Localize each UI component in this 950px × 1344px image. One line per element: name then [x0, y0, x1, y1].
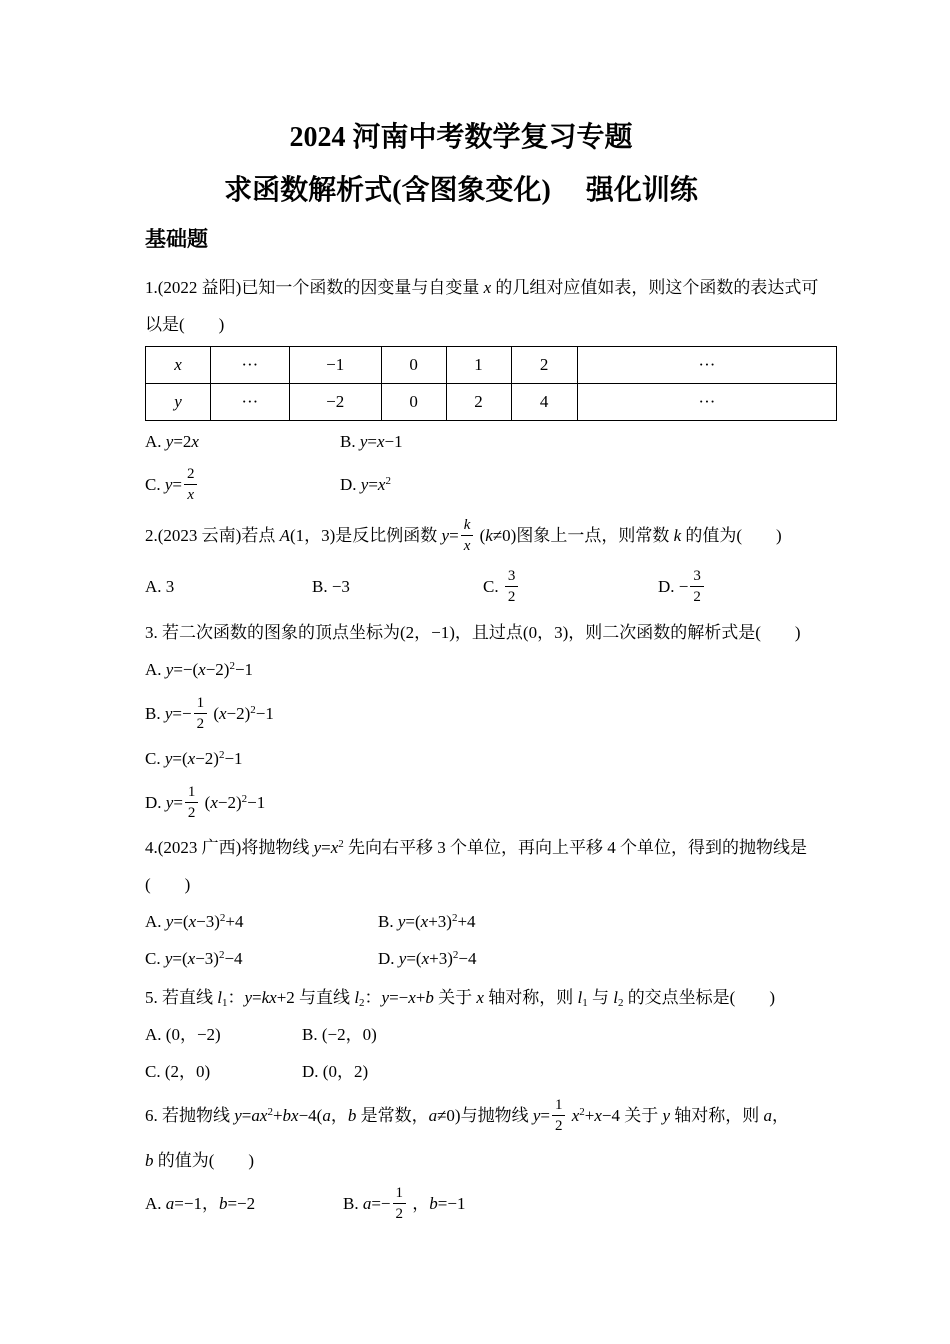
- table-cell-x-value-2: 0: [381, 347, 446, 384]
- table-cell-x-value-4: 2: [511, 347, 577, 384]
- table-cell-x-value-1: −1: [289, 347, 381, 384]
- question-5-option-d: D. (0，2): [302, 1062, 369, 1081]
- question-1-option-c: C. y= $\frac{2}{x}$: [145, 460, 340, 510]
- table-cell-y-ellipsis-left: ···: [210, 384, 289, 421]
- question-1-option-d: D. $y=x^2$: [340, 474, 391, 494]
- question-4-options-row-1: [145, 903, 837, 940]
- question-4-option-b: B. $y=(x+3)^2+4$: [378, 911, 476, 931]
- table-row-x: [146, 347, 837, 384]
- question-1-option-a: A. y=2x: [145, 432, 199, 451]
- question-4-option-d: D. $y=(x+3)^2-4$: [378, 948, 477, 968]
- question-5-options-row-2: [145, 1053, 837, 1090]
- question-4-stem-line-2: ( ): [145, 875, 191, 894]
- table-cell-x-value-3: 1: [446, 347, 511, 384]
- question-6-option-a: A. a=−1，b=−2: [145, 1194, 256, 1213]
- table-cell-y-ellipsis-right: ···: [577, 384, 836, 421]
- question-6-option-b: B. a=− $\frac{1}{2}$ ，b=−1: [343, 1184, 466, 1222]
- table-cell-y-value-4: 4: [511, 384, 577, 421]
- question-2-option-c: C. $\frac{3}{2}$: [483, 562, 658, 612]
- question-5-options-row-1: [145, 1016, 837, 1053]
- table-cell-y-value-3: 2: [446, 384, 511, 421]
- question-4-stem-line-1: 4.(2023 广西)将抛物线 $y=x^2$ 先向右平移 3 个单位，再向上平移 4 个单位，得到的抛物线是: [145, 837, 808, 857]
- table-cell-y-value-2: 0: [381, 384, 446, 421]
- question-3-option-a: A. $y=-(x-2)^2-1$: [145, 659, 254, 679]
- question-3-option-c: C. $y=(x-2)^2-1$: [145, 748, 243, 768]
- question-5-option-a: A. (0，−2): [145, 1025, 221, 1044]
- question-3-stem: 3. 若二次函数的图象的顶点坐标为(2，−1)，且过点(0，3)，则二次函数的解析式是( ): [145, 623, 801, 642]
- question-4-options-row-2: [145, 940, 837, 977]
- question-6-options-row: [145, 1179, 837, 1229]
- question-2-option-a: A. 3: [145, 577, 175, 596]
- question-2-option-d: D. − $\frac{3}{2}$: [658, 562, 706, 612]
- page-title: 2024 河南中考数学复习专题: [289, 122, 633, 153]
- question-5-option-b: B. (−2，0): [302, 1025, 377, 1044]
- page-subtitle: 求函数解析式(含图象变化) 强化训练: [224, 175, 698, 206]
- table-cell-y-value-1: −2: [289, 384, 381, 421]
- question-6-stem-line-2: b 的值为( ): [145, 1151, 255, 1170]
- section-heading-basic: 基础题: [145, 228, 208, 251]
- question-1-value-table: [145, 346, 837, 421]
- title-block: [115, 118, 807, 211]
- question-2-options-row: [145, 562, 837, 612]
- question-2-option-b: B. −3: [312, 577, 350, 596]
- question-6-stem-line-1: 6. 若抛物线 $y=ax^2+bx-4(a$，b 是常数，a≠0)与抛物线 y= $\frac{1}{2}$ $x^2+x-4$ 关于 y 轴对称，则 a，: [145, 1096, 790, 1134]
- table-cell-x-ellipsis-right: ···: [577, 347, 836, 384]
- question-3-option-d: D. y= $\frac{1}{2}$ $(x-2)^2-1$: [145, 783, 266, 821]
- question-1-stem-line-2: 以是( ): [145, 315, 225, 334]
- question-5-option-c: C. (2，0): [145, 1062, 211, 1081]
- question-1-options-row-1: [145, 423, 837, 460]
- question-1-options-row-2: [145, 460, 837, 510]
- table-row-y: [146, 384, 837, 421]
- question-1-stem-line-1: 1.(2022 益阳)已知一个函数的因变量与自变量 x 的几组对应值如表，则这个函数的表达式可: [145, 278, 819, 297]
- table-cell-x-label: x: [146, 347, 211, 384]
- question-4-option-a: A. $y=(x-3)^2+4$: [145, 911, 244, 931]
- question-5-stem: 5. 若直线 $l_1$：y=kx+2 与直线 $l_2$：y=−x+b 关于 x 轴对称，则 $l_1$ 与 $l_2$ 的交点坐标是( ): [145, 988, 776, 1009]
- table-cell-y-label: y: [146, 384, 211, 421]
- table-cell-x-ellipsis-left: ···: [210, 347, 289, 384]
- question-2-stem: 2.(2023 云南)若点 A(1，3)是反比例函数 y= $\frac{k}{x}$ (k≠0)图象上一点，则常数 k 的值为( ): [145, 516, 782, 554]
- question-4-option-c: C. $y=(x-3)^2-4$: [145, 948, 243, 968]
- question-1-option-b: B. y=x−1: [340, 432, 403, 451]
- question-3-option-b: B. y=− $\frac{1}{2}$ $(x-2)^2-1$: [145, 694, 274, 732]
